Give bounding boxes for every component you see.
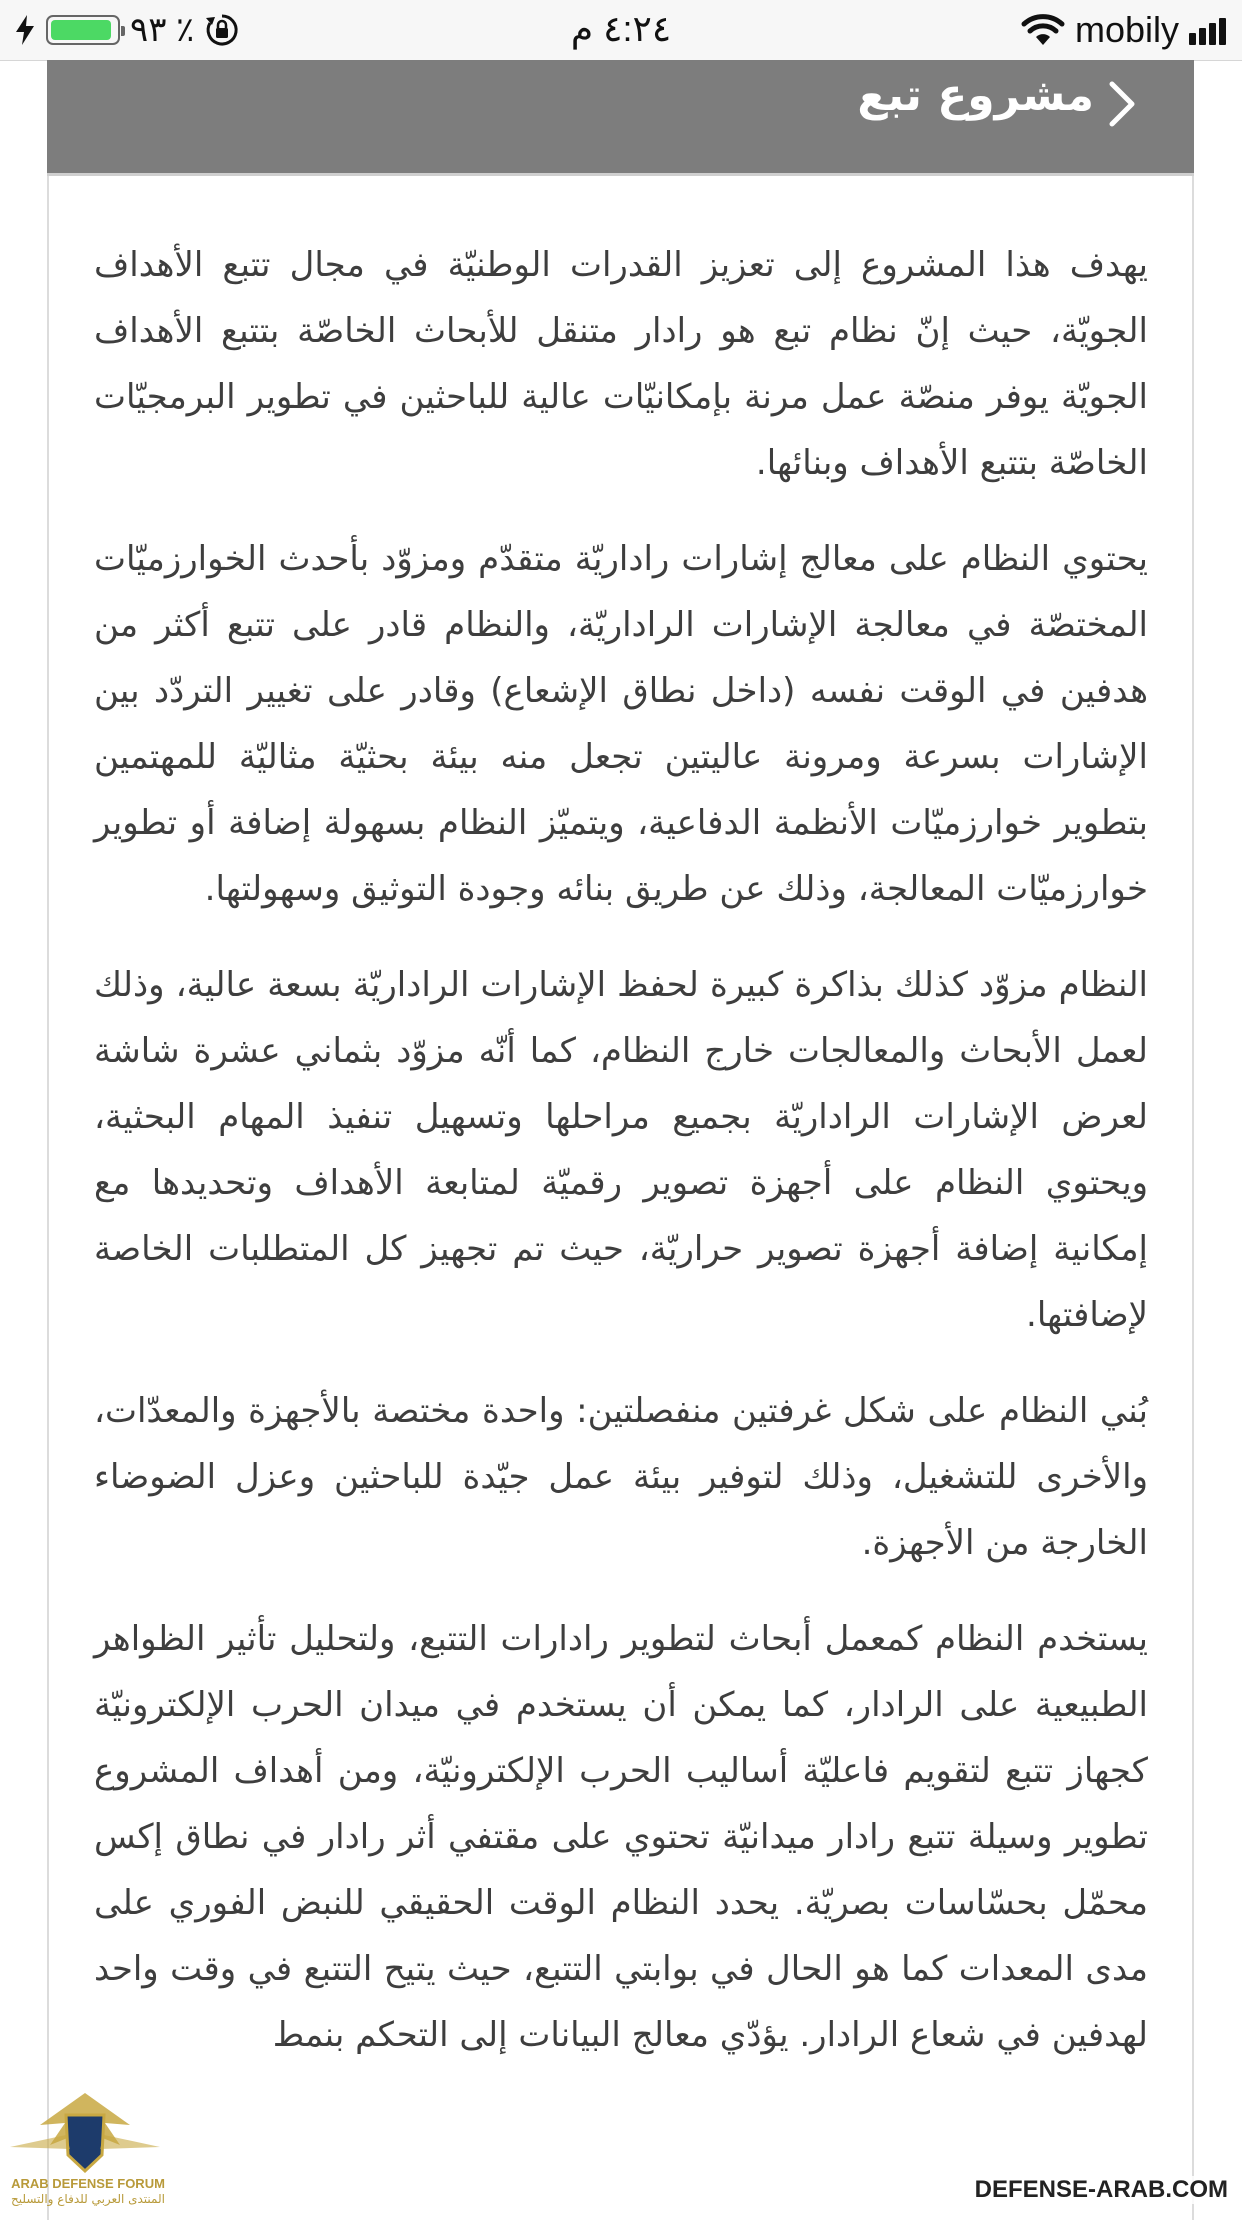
battery-percent: ٪ ٩٣ <box>130 11 195 49</box>
carrier-name: mobily <box>1074 9 1179 50</box>
logo-text-ar: المنتدى العربي للدفاع والتسليح <box>11 2192 165 2206</box>
chevron-right-icon[interactable] <box>1104 72 1144 132</box>
status-right <box>1021 10 1226 50</box>
page-header <box>47 60 1194 176</box>
status-time: ٤:٢٤ م <box>570 8 672 49</box>
paragraph: بُني النظام على شكل غرفتين منفصلتين: واحدة مختصة بالأجهزة والمعدّات، والأخرى للتشغيل، وذلك لتوفير بيئة عمل جيّدة للباحثين وعزل الضوضاء الخارجة من الأجهزة. <box>94 1391 1148 1563</box>
logo-text-en: ARAB DEFENSE FORUM <box>11 2176 165 2191</box>
paragraph: النظام مزوّد كذلك بذاكرة كبيرة لحفظ الإشارات الراداريّة بسعة عالية، وذلك لعمل الأبحاث والمعالجات خارج النظام، كما أنّه مزوّد بثماني عشرة شاشة لعرض الإشارات الراداريّة بجميع مراحلها وتسهيل تنفيذ المهام البحثية، ويحتوي النظام على أجهزة تصوير رقميّة لمتابعة الأهداف وتحديدها مع إمكانية إضافة أجهزة تصوير حراريّة، حيث تم تجهيز كل المتطلبات الخاصة لإضافتها. <box>94 965 1148 1335</box>
article-body <box>94 232 1148 2098</box>
paragraph: يستخدم النظام كمعمل أبحاث لتطوير رادارات التتبع، ولتحليل تأثير الظواهر الطبيعية على الرادار، كما يمكن أن يستخدم في ميدان الحرب الإلكترونيّة كجهاز تتبع لتقويم فاعليّة أساليب الحرب الإلكترونيّة، ومن أهداف المشروع تطوير وسيلة تتبع رادار ميدانيّة تحتوي على مقتفي أثر رادار في نطاق إكس محمّل بحسّاسات بصريّة. يحدد النظام الوقت الحقيقي للنبض الفوري على مدى المعدات كما هو الحال في بوابتي التتبع، حيث يتيح التتبع في وقت واحد لهدفين في شعاع الرادار. يؤدّي معالج البيانات إلى التحكم بنمط <box>94 1619 1148 2055</box>
paragraph: يهدف هذا المشروع إلى تعزيز القدرات الوطنيّة في مجال تتبع الأهداف الجويّة، حيث إنّ نظام تبع هو رادار متنقل للأبحاث الخاصّة بتتبع الأهداف الجويّة يوفر منصّة عمل مرنة بإمكانيّات عالية للباحثين في تطوير البرمجيّات الخاصّة بتتبع الأهداف وبنائها. <box>94 245 1148 483</box>
paragraph: يحتوي النظام على معالج إشارات راداريّة متقدّم ومزوّد بأحدث الخوارزميّات المختصّة في معالجة الإشارات الراداريّة، والنظام قادر على تتبع أكثر من هدفين في الوقت نفسه (داخل نطاق الإشعاع) وقادر على تغيير التردّد بين الإشارات بسرعة ومرونة عاليتين تجعل منه بيئة بحثيّة مثاليّة للمهتمين بتطوير خوارزميّات الأنظمة الدفاعية، ويتميّز النظام بسهولة إضافة أو تطوير خوارزميّات المعالجة، وذلك عن طريق بنائه وجودة التوثيق وسهولتها. <box>94 539 1148 909</box>
wifi-icon <box>1021 13 1065 47</box>
signal-bars-icon <box>1189 15 1226 45</box>
page-title: مشروع تبع <box>857 70 1094 121</box>
status-bar <box>0 0 1242 61</box>
site-watermark: DEFENSE-ARAB.COM <box>971 2176 1232 2204</box>
